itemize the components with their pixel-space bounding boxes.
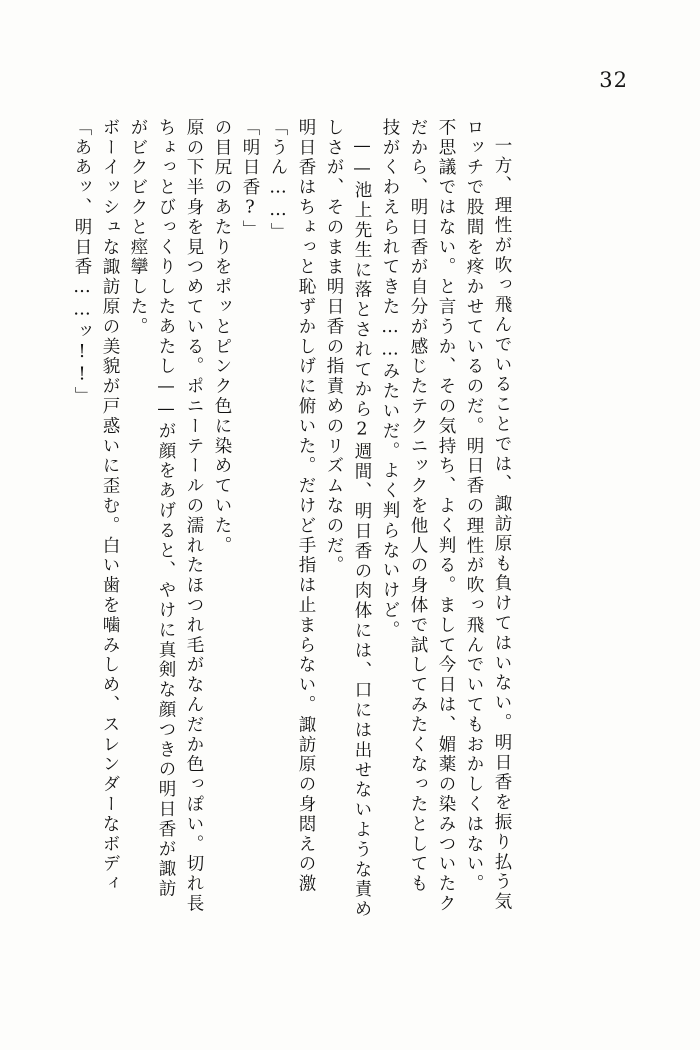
vertical-text-body xyxy=(62,118,622,998)
text-line: だから、明日香が自分が感じたテクニックを他人の身体で試してみたくなったとしても xyxy=(408,118,428,895)
text-line: 不思議ではない。と言うか、その気持ち、よく判る。まして今日は、媚薬の染みついたク xyxy=(436,118,456,914)
text-line: 「明日香?」 xyxy=(240,118,260,240)
text-line: 「うん……」 xyxy=(268,118,288,243)
text-line: がビクビクと痙攣した。 xyxy=(128,118,148,337)
text-line: しさが、そのまま明日香の指責めのリズムなのだ。 xyxy=(324,118,344,576)
text-line: 技がくわえられてきた……みたいだ。よく判らないけど。 xyxy=(380,118,400,641)
text-line: ロッチで股間を疼かせているのだ。明日香の理性が吹っ飛んでいてもおかしくはない。 xyxy=(464,118,484,895)
text-line: 「ああッ、明日香……ッ!!」 xyxy=(72,118,92,407)
text-line: ——池上先生に落とされてから2週間、明日香の肉体には、口には出せないような責め xyxy=(352,136,372,920)
text-line: の目尻のあたりをポッとピンク色に染めていた。 xyxy=(212,118,232,556)
text-line: 明日香はちょっと恥ずかしげに俯いた。だけど手指は止まらない。諏訪原の身悶えの激 xyxy=(296,118,316,895)
text-line: ちょっとびっくりしたあたし——が顔をあげると、やけに真剣な顔つきの明日香が諏訪 xyxy=(156,118,176,900)
text-line: 一方、理性が吹っ飛んでいることでは、諏訪原も負けてはいない。明日香を振り払う気 xyxy=(492,136,512,913)
text-line: ボーイッシュな諏訪原の美貌が戸惑いに歪む。白い歯を噛みしめ、スレンダーなボディ xyxy=(100,118,120,895)
page-number: 32 xyxy=(599,68,628,92)
text-line: 原の下半身を見つめている。ポニーテールの濡れたほつれ毛がなんだか色っぽい。切れ長 xyxy=(184,118,204,914)
